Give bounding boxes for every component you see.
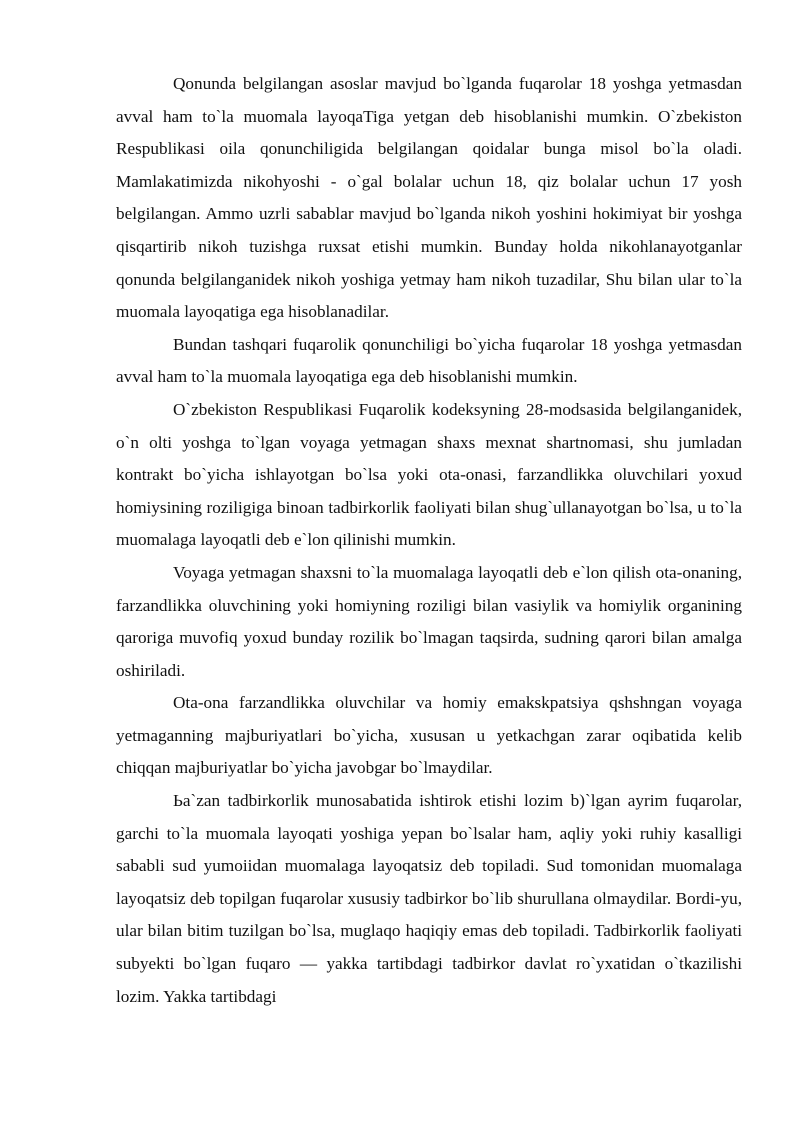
paragraph-4: Voyaga yetmagan shaxsni to`la muomalaga layoqatli deb e`lon qilish ota-onaning, farzandlikka oluvchining yoki homiyning roziligi bilan vasiylik va homiylik organining qaroriga muvofiq yoxud bunday rozilik bo`lmagan taqsirda, sudning qarori bilan amalga oshiriladi.	[116, 562, 742, 680]
paragraph-3: O`zbekiston Respublikasi Fuqarolik kodeksyning 28-modsasida belgilanganidek, o`n olti yoshga to`lgan voyaga yetmagan shaxs mexnat shartnomasi, shu jumladan kontrakt bo`yicha ishlayotgan bo`lsa yoki ota-onasi, farzandlikka oluvchilari yoxud homiysining roziligiga binoan tadbirkorlik faoliyati bilan shug`ullanayotgan bo`lsa, u to`la muomalaga layoqatli deb e`lon qilinishi mumkin.	[116, 399, 742, 550]
paragraph-6: Ьa`zan tadbirkorlik munosabatida ishtirok etishi lozim b)`lgan ayrim fuqarolar, garchi to`la muomala layoqati yoshiga yepan bo`lsalar ham, aqliy yoki ruhiy kasalligi sababli sud yumoiidan muomalaga layoqatsiz deb topiladi. Sud tomonidan muomalaga layoqatsiz deb topilgan fuqarolar xususiy tadbirkor bo`lib shurullana olmaydilar. Bordi-yu, ular bilan bitim tuzilgan bo`lsa, muglaqo haqiqiy emas deb topiladi. Tadbirkorlik faoliyati subyekti bo`lgan fuqaro — yakka tartibdagi tadbirkor davlat ro`yxatidan o`tkazilishi lozim. Yakka tartibdagi	[116, 791, 742, 1006]
paragraph-1: Qonunda belgilangan asoslar mavjud bo`lganda fuqarolar 18 yoshga yetmasdan avval ham to`la muomala layoqaTiga yetgan deb hisoblanishi mumkin. O`zbekiston Respublikasi oila qonunchiligida belgilangan qoidalar bunga misol bo`la oladi. Mamlakatimizda nikohyoshi - o`gal bolalar uchun 18, qiz bolalar uchun 17 yosh belgilangan. Ammo uzrli sabablar mavjud bo`lganda nikoh yoshini hokimiyat bir yoshga qisqartirib nikoh tuzishga ruxsat etishi mumkin. Bunday holda nikohlanayotganlar qonunda belgilanganidek nikoh yoshiga yetmay ham nikoh tuzadilar, Shu bilan ular to`la muomala layoqatiga ega hisoblanadilar.	[116, 74, 742, 322]
paragraph-2: Bundan tashqari fuqarolik qonunchiligi bo`yicha fuqarolar 18 yoshga yetmasdan avval ham to`la muomala layoqatiga ega deb hisoblanishi mumkin.	[116, 334, 742, 387]
paragraph-5: Ota-ona farzandlikka oluvchilar va homiy emakskpatsiya qshshngan voyaga yetmaganning majburiyatlari bo`yicha, xususan u yetkachgan zarar oqibatida kelib chiqqan majburiyatlar bo`yicha javobgar bo`lmaydilar.	[116, 693, 742, 778]
document-page	[116, 68, 742, 1013]
